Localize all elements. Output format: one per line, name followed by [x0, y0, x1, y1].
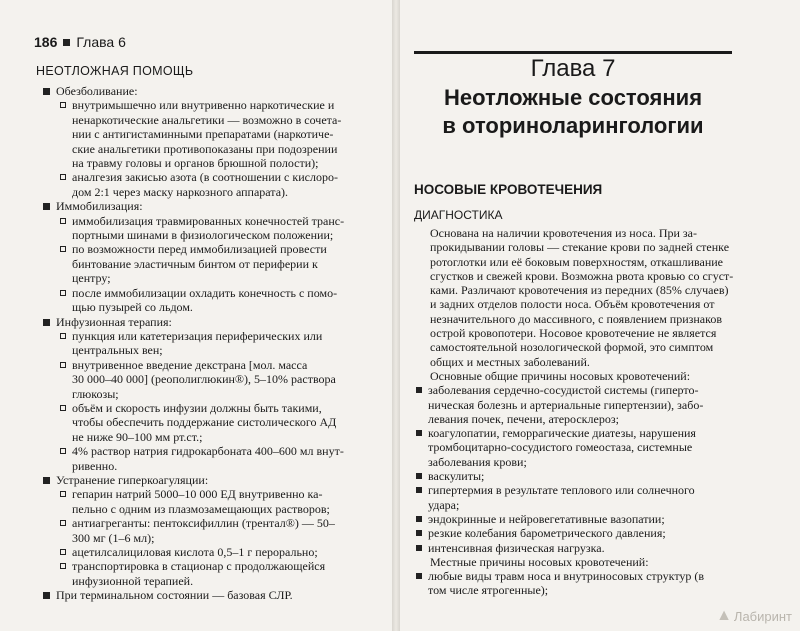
list-item — [414, 526, 770, 540]
chapter-title-line: в оториноларингологии — [442, 113, 704, 138]
text-line: нии с антигистаминными препаратами (наркотиче- — [72, 127, 334, 142]
sub-list-item — [40, 242, 385, 285]
text-line: объём и скорость инфузии должны быть такими, — [72, 400, 322, 415]
diagnosis-text — [414, 226, 770, 598]
text-line: на травму головы и органов брюшной полости); — [72, 156, 319, 171]
text-line: иммобилизация травмированных конечностей транс- — [72, 213, 345, 228]
sub-list-item — [40, 444, 385, 473]
causes-intro: Основные общие причины носовых кровотечений: — [430, 368, 691, 383]
text-line: по возможности перед иммобилизацией провести — [72, 242, 327, 257]
text-line: коагулопатии, геморрагические диатезы, нарушения — [428, 426, 696, 441]
text-line: тромбоцитарно-сосудистого гомеостаза, системные — [428, 440, 693, 455]
text-line: не ниже 90–100 мм рт.ст.; — [72, 429, 203, 444]
text-line: сгустков и свежей крови. Возможна рвота кровью со сгуст- — [430, 268, 734, 283]
emergency-care-list — [40, 84, 385, 603]
sub-list-item — [40, 329, 385, 358]
sub-list-item — [40, 559, 385, 588]
running-head — [34, 34, 126, 50]
text-line: общих и местных заболеваний. — [430, 354, 590, 369]
list-item: Иммобилизация: — [40, 199, 385, 213]
book-gutter — [392, 0, 400, 631]
text-line: чтобы обеспечить поддержание систолического АД — [72, 415, 337, 430]
text-line: портными шинами в физиологическом положении; — [72, 228, 334, 243]
text-line: заболевания сердечно-сосудистой системы (гиперто- — [428, 383, 699, 398]
text-line: интенсивная физическая нагрузка. — [428, 540, 605, 555]
text-line: ненаркотические анальгетики — возможно в сочета- — [72, 112, 342, 127]
text-line: 30 000–40 000] (реополиглюкин®), 5–10% раствора — [72, 372, 336, 387]
text-line: самостоятельной нозологической формой, это симптом — [430, 340, 714, 355]
text-line: центральных вен; — [72, 343, 163, 358]
text-line: ническая болезнь и артериальные гипертензии), забо- — [428, 397, 704, 412]
list-item — [414, 383, 770, 426]
text-line: внутривенное введение декстрана [мол. масса — [72, 357, 308, 372]
text-line: прокидывании головы — стекание крови по задней стенке — [430, 240, 730, 255]
chapter-label: Глава 7 — [530, 55, 616, 82]
subsection-heading: ДИАГНОСТИКА — [414, 208, 503, 222]
text-line: щью пузырей со льдом. — [72, 300, 193, 315]
text-line: дом 2:1 через маску наркозного аппарата). — [72, 184, 289, 199]
text-line: гипертермия в результате теплового или солнечного — [428, 483, 695, 498]
text-line: и задних отделов полости носа. Объём кровотечения от — [430, 297, 715, 312]
text-line: заболевания крови; — [428, 454, 527, 469]
text-line: глюкозы; — [72, 386, 119, 401]
text-line: антиагреганты: пентоксифиллин (трентал®) — 50– — [72, 516, 335, 531]
text-line: пельно с одним из плазмозамещающих растворов; — [72, 501, 330, 516]
list-item — [414, 426, 770, 469]
text-line: бинтование эластичным бинтом от периферии к — [72, 256, 318, 271]
paragraph — [414, 226, 770, 369]
causes-intro: Местные причины носовых кровотечений: — [430, 554, 649, 569]
list-item: Обезболивание: — [40, 84, 385, 98]
section-title: НЕОТЛОЖНАЯ ПОМОЩЬ — [36, 64, 194, 78]
list-item — [414, 512, 770, 526]
text-line: эндокринные и нейровегетативные вазопатии; — [428, 511, 665, 526]
page-number: 186 — [34, 34, 58, 50]
section-heading: НОСОВЫЕ КРОВОТЕЧЕНИЯ — [414, 182, 603, 197]
chapter-title — [414, 84, 732, 140]
text-line: транспортировка в стационар с продолжающейся — [72, 559, 326, 574]
list-item — [414, 469, 770, 483]
text-line: незначительного до массивного, с появлением признаков — [430, 311, 723, 326]
watermark-text: Лабиринт — [733, 608, 792, 624]
text-line: острой кровопотери. Носовое кровотечение не является — [430, 326, 717, 341]
watermark — [716, 607, 792, 625]
text-line: любые виды травм носа и внутриносовых структур (в — [428, 569, 705, 584]
list-item — [414, 569, 770, 598]
square-bullet-icon — [63, 39, 70, 46]
sub-list-item — [40, 214, 385, 243]
text-line: аналгезия закисью азота (в соотношении с кислоро- — [72, 170, 338, 185]
list-item — [414, 483, 770, 512]
list-item: Устранение гиперкоагуляции: — [40, 473, 385, 487]
chapter-title-line: Неотложные состояния — [443, 85, 703, 110]
labyrinth-logo-icon: ▲ — [716, 607, 732, 624]
list-item: Инфузионная терапия: — [40, 315, 385, 329]
text-line: гепарин натрий 5000–10 000 ЕД внутривенно ка- — [72, 487, 323, 502]
text-line: пункция или катетеризация периферических или — [72, 328, 323, 343]
running-head-text: Глава 6 — [76, 34, 126, 50]
text-line: том числе ятрогенные); — [428, 583, 549, 598]
sub-list-item — [40, 401, 385, 444]
text-line: центру; — [72, 271, 111, 286]
text-line: левания почек, печени, атеросклероз; — [428, 411, 619, 426]
text-line: Основана на наличии кровотечения из носа. При за- — [430, 226, 697, 240]
text-line: васкулиты; — [428, 469, 485, 484]
list-item: При терминальном состоянии — базовая СЛР. — [40, 588, 385, 602]
sub-list-item — [40, 98, 385, 170]
text-line: ками. Различают кровотечения из передних (85% случаев) — [430, 283, 729, 298]
text-line: ские анальгетики противопоказаны при подозрении — [72, 141, 338, 156]
sub-list-item — [40, 286, 385, 315]
text-line: резкие колебания барометрического давления; — [428, 526, 666, 541]
text-line: 4% раствор натрия гидрокарбоната 400–600 мл внут- — [72, 444, 344, 459]
text-line: внутримышечно или внутривенно наркотические и — [72, 98, 335, 113]
text-line: ацетилсалициловая кислота 0,5–1 г перорально; — [72, 545, 318, 559]
text-line: удара; — [428, 497, 460, 512]
text-line: после иммобилизации охладить конечность с помо- — [72, 285, 338, 300]
text-line: инфузионной терапией. — [72, 573, 194, 588]
sub-list-item — [40, 358, 385, 401]
text-line: ривенно. — [72, 458, 118, 473]
text-line: 300 мг (1–6 мл); — [72, 530, 155, 545]
sub-list-item — [40, 516, 385, 545]
left-page — [0, 0, 392, 631]
sub-list-item — [40, 170, 385, 199]
text-line: ротоглотки или её боковым поверхностям, откашливание — [430, 254, 724, 269]
sub-list-item — [40, 545, 385, 559]
sub-list-item — [40, 487, 385, 516]
list-item — [414, 541, 770, 555]
